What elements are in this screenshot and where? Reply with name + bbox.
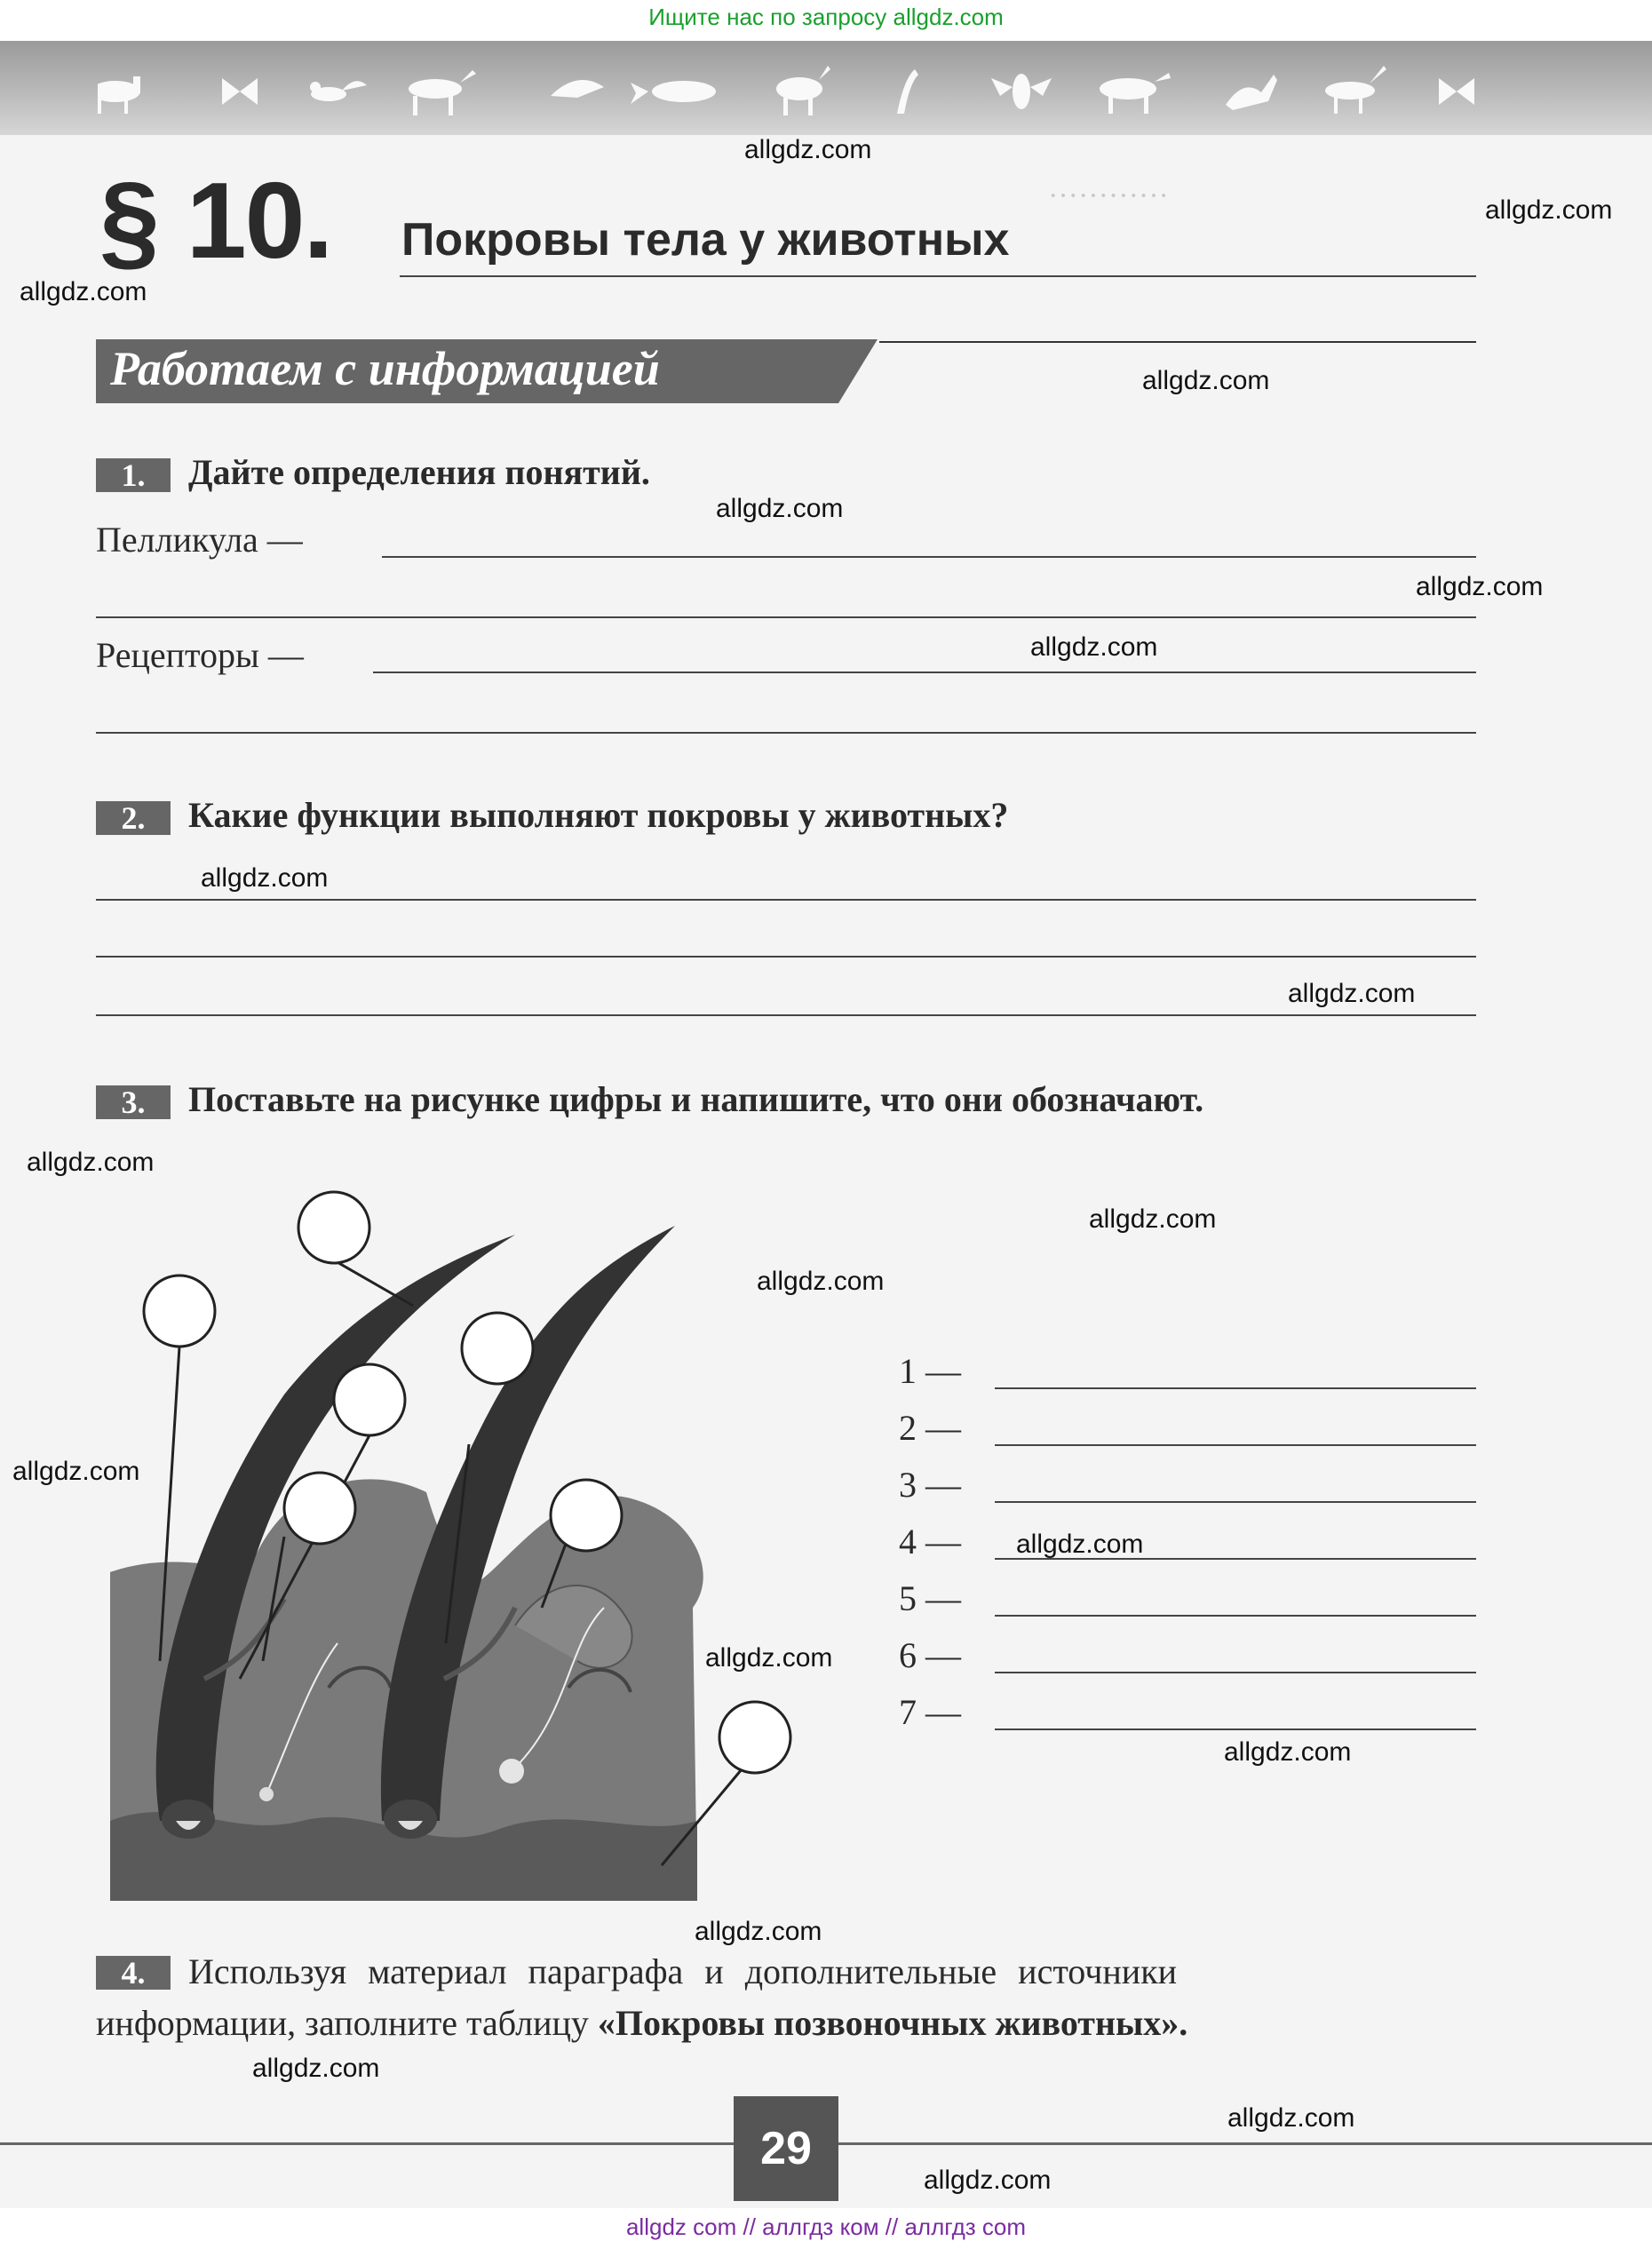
legend-line-6[interactable] (995, 1672, 1476, 1673)
question-2-number: 2. (96, 801, 171, 835)
legend-item-7: 7 — (899, 1692, 961, 1732)
section-number: § 10. (99, 160, 332, 281)
watermark: allgdz.com (27, 1148, 155, 1177)
legend-item-6: 6 — (899, 1635, 961, 1675)
watermark: allgdz.com (1224, 1737, 1352, 1767)
question-3-text: Поставьте на рисунке цифры и напишите, что они обозначают. (188, 1079, 1204, 1119)
animal-silhouettes-decoration (98, 52, 1483, 123)
page-title: Покровы тела у животных (401, 214, 1010, 266)
answer-line-q2-3[interactable] (96, 1014, 1476, 1016)
watermark: allgdz.com (705, 1643, 833, 1673)
question-1-number: 1. (96, 458, 171, 492)
question-4-table-name: «Покровы позвоночных животных». (597, 2003, 1188, 2043)
legend-item-1: 1 — (899, 1351, 961, 1391)
term-receptors: Рецепторы — (96, 635, 304, 675)
watermark: allgdz.com (1016, 1530, 1144, 1559)
watermark: allgdz.com (924, 2166, 1052, 2195)
watermark: allgdz.com (695, 1917, 822, 1946)
legend-item-5: 5 — (899, 1578, 961, 1618)
question-4-text-prefix: информации, заполните таблицу (96, 2003, 598, 2043)
answer-line-receptors-2[interactable] (96, 732, 1476, 734)
watermark: allgdz.com (1089, 1204, 1217, 1234)
watermark: allgdz.com (1030, 632, 1158, 662)
answer-line-pellicle-2[interactable] (96, 616, 1476, 618)
question-4-number: 4. (96, 1956, 171, 1990)
legend-line-3[interactable] (995, 1501, 1476, 1503)
legend-item-2: 2 — (899, 1408, 961, 1448)
answer-line-q2-2[interactable] (96, 956, 1476, 958)
question-1-text: Дайте определения понятий. (188, 452, 650, 492)
section-heading: Работаем с информацией (110, 342, 660, 395)
ghost-text: ············ (1048, 179, 1169, 212)
watermark: allgdz.com (1288, 979, 1416, 1008)
term-pellicle: Пелликула — (96, 520, 303, 560)
answer-line-pellicle[interactable] (382, 556, 1476, 558)
top-link[interactable]: Ищите нас по запросу allgdz.com (648, 4, 1004, 30)
watermark: allgdz.com (1142, 366, 1270, 395)
answer-line-q2-1[interactable] (96, 899, 1476, 901)
question-4-text-line1: Используя материал параграфа и дополнительные источники (188, 1951, 1178, 1991)
watermark: allgdz.com (1227, 2103, 1355, 2133)
watermark: allgdz.com (1485, 195, 1613, 225)
question-2-text: Какие функции выполняют покровы у животных? (188, 795, 1009, 835)
legend-line-2[interactable] (995, 1444, 1476, 1446)
watermark: allgdz.com (252, 2054, 380, 2083)
legend-item-3: 3 — (899, 1465, 961, 1505)
page-number: 29 (734, 2096, 838, 2201)
question-3-number: 3. (96, 1085, 171, 1119)
bottom-links[interactable]: allgdz com // аллгдз ком // аллгдз com (625, 2213, 1027, 2240)
legend-item-4: 4 — (899, 1522, 961, 1562)
question-4-text-line2 (96, 2002, 1187, 2044)
watermark: allgdz.com (716, 494, 844, 523)
watermark: allgdz.com (201, 863, 329, 893)
watermark: allgdz.com (757, 1267, 885, 1296)
answer-line-receptors[interactable] (373, 672, 1476, 673)
watermark: allgdz.com (20, 277, 147, 306)
watermark: allgdz.com (12, 1457, 140, 1486)
section-heading-rule (879, 341, 1476, 343)
legend-line-7[interactable] (995, 1728, 1476, 1730)
legend-line-5[interactable] (995, 1615, 1476, 1617)
title-underline (400, 275, 1476, 277)
watermark: allgdz.com (1416, 572, 1544, 601)
legend-line-1[interactable] (995, 1387, 1476, 1389)
watermark: allgdz.com (744, 135, 872, 164)
